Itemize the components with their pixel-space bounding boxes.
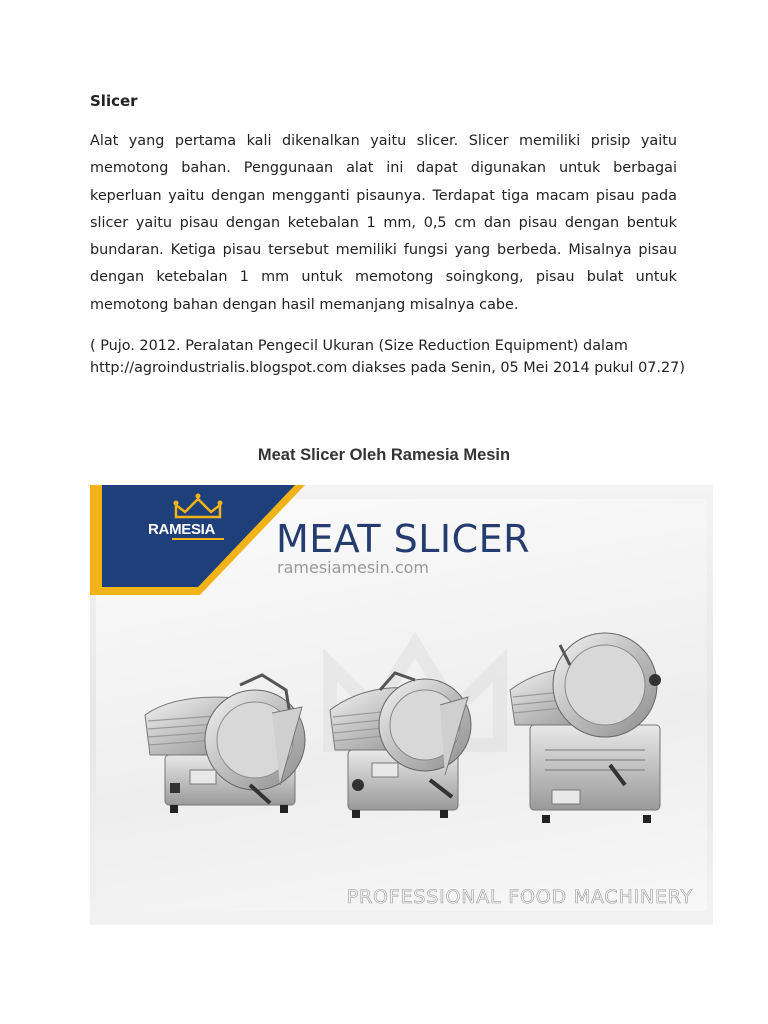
reference-citation: ( Pujo. 2012. Peralatan Pengecil Ukuran (Size Reduction Equipment) dalam http://agroindustrialis.blogspot.com diakses pada Senin, 05 Mei 2014 pukul 07.27) (90, 338, 685, 376)
banner-title: MEAT SLICER (276, 517, 531, 561)
slicer-machines-illustration (90, 485, 713, 925)
figure-caption: Meat Slicer Oleh Ramesia Mesin (257, 446, 511, 464)
meat-slicer-banner-image (90, 485, 713, 925)
banner-tagline: PROFESSIONAL FOOD MACHINERY (346, 886, 693, 908)
slicer-machine-2 (330, 673, 471, 818)
section-heading: Slicer (90, 92, 138, 110)
body-paragraph: Alat yang pertama kali dikenalkan yaitu slicer. Slicer memiliki prisip yaitu memotong bahan. Penggunaan alat ini dapat digunakan untuk berbagai keperluan yaitu dengan mengganti pisaunya. Terdapat tiga macam pisau pada slicer yaitu pisau dengan ketebalan 1 mm, 0,5 cm dan pisau dengan bentuk bundaran. Ketiga pisau tersebut memiliki fungsi yang berbeda. Misalnya pisau dengan ketebalan 1 mm untuk memotong soingkong, pisau bulat untuk memotong bahan dengan hasil memanjang misalnya cabe. (90, 133, 677, 313)
banner-website: ramesiamesin.com (277, 558, 430, 577)
slicer-machine-1 (145, 675, 305, 813)
slicer-machine-3 (510, 633, 661, 823)
brand-logo-text: RAMESIA (148, 521, 216, 538)
